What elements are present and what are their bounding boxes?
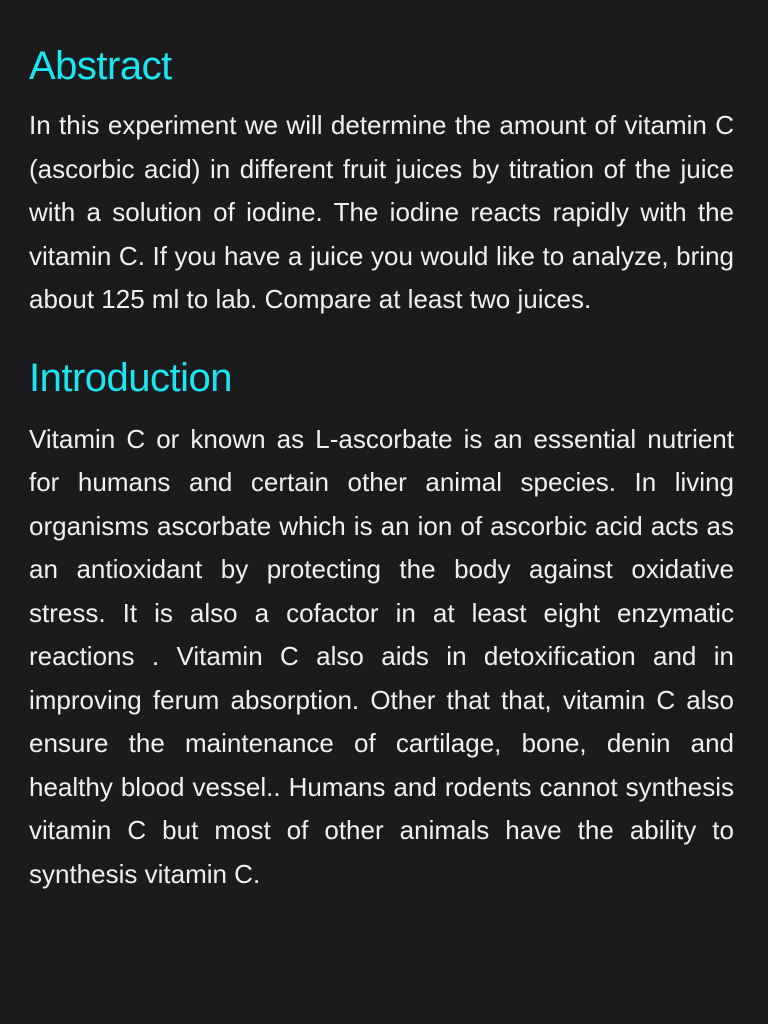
introduction-paragraph: Vitamin C or known as L-ascorbate is an essential nutrient for humans and certain other animal species. In living organisms ascorbate which is an ion of ascorbic acid acts as an antioxidant by protecting the body against oxidative stress. It is also a cofactor in at least eight enzymatic reactions . Vitamin C also aids in detoxification and in improving ferum absorption. Other that that, vitamin C also ensure the maintenance of cartilage, bone, denin and healthy blood vessel.. Humans and rodents cannot synthesis vitamin C but most of other animals have the ability to synthesis vitamin C. [29, 423, 734, 889]
introduction-heading: Introduction [29, 355, 233, 400]
abstract-paragraph: In this experiment we will determine the amount of vitamin C (ascorbic acid) in different fruit juices by titration of the juice with a solution of iodine. The iodine reacts rapidly with the vitamin C. If you have a juice you would like to analyze, bring about 125 ml to lab. Compare at least two juices. [29, 110, 734, 314]
abstract-heading: Abstract [29, 44, 172, 88]
